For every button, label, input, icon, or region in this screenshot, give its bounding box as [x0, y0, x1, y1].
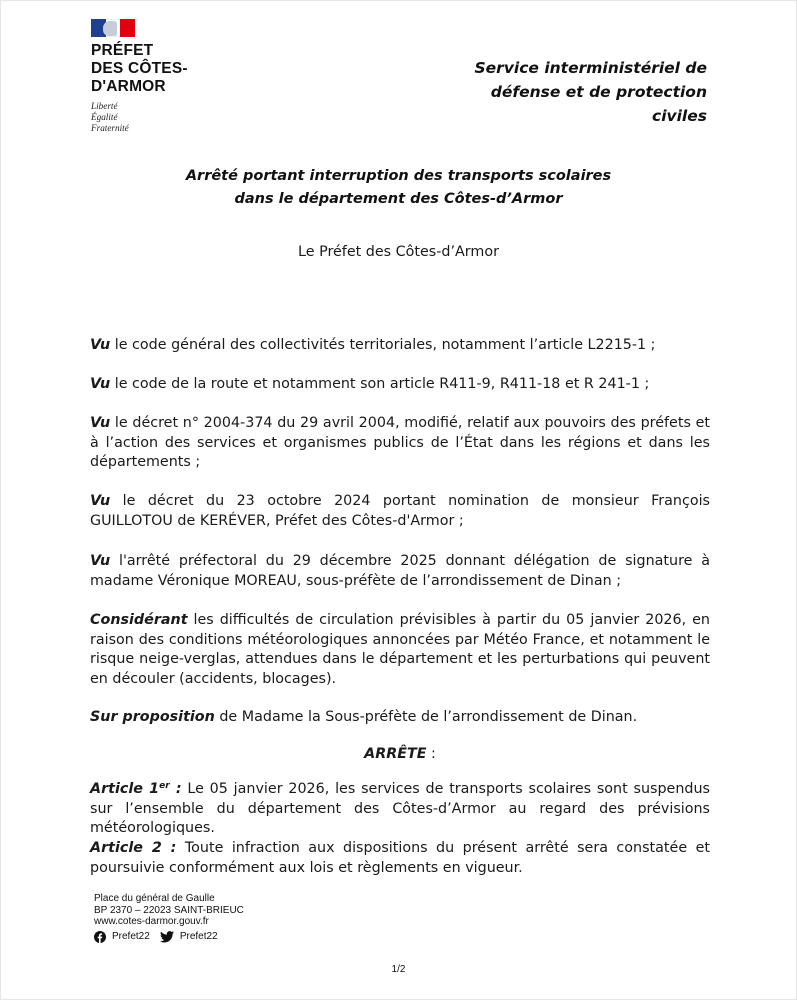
paragraph-lead: Vu [90, 493, 111, 509]
social-links [94, 931, 244, 943]
vu-paragraph [90, 414, 710, 473]
paragraph-lead: Vu [90, 376, 111, 392]
marianne-flag-icon [91, 19, 135, 37]
paragraph-text: l'arrêté préfectoral du 29 décembre 2025 donnant délégation de signature à madame Véronique MOREAU, sous-préfète de l’arrondissement de Dinan ; [90, 553, 710, 589]
website-link[interactable]: www.cotes-darmor.gouv.fr [94, 916, 209, 927]
article-text: Le 05 janvier 2026, les services de transports scolaires sont suspendus sur l’ensemble du département des Côtes-d’Armor au regard des prévisions météorologiques. [90, 781, 710, 836]
article-lead [90, 781, 182, 797]
arrete-colon: : [426, 746, 436, 762]
proposition-paragraph [90, 708, 710, 728]
facebook-icon[interactable] [94, 931, 106, 943]
republic-motto [91, 101, 201, 134]
paragraph-text: le code général des collectivités territoriales, notamment l’article L2215-1 ; [110, 337, 656, 353]
article-colon: : [169, 781, 182, 797]
facebook-handle[interactable]: Prefet22 [112, 930, 150, 942]
article-1 [90, 780, 710, 839]
article-text: Toute infraction aux dispositions du présent arrêté sera constatée et poursuivie conformément aux lois et règlements en vigueur. [90, 840, 710, 876]
paragraph-lead: Vu [90, 553, 111, 569]
logo-line: D'ARMOR [91, 78, 166, 95]
article-2 [90, 839, 710, 878]
title-line: dans le département des Côtes-d’Armor [234, 191, 563, 207]
considerant-paragraph [90, 611, 710, 689]
twitter-handle[interactable]: Prefet22 [179, 930, 218, 942]
paragraph-lead: Considérant [90, 612, 188, 628]
page-number: 1/2 [391, 964, 406, 975]
service-name: Service interministériel de défense et de protection civiles [474, 59, 707, 125]
paragraph-text: de Madame la Sous-préfète de l’arrondissement de Dinan. [214, 709, 638, 725]
paragraph-text: le décret du 23 octobre 2024 portant nomination de monsieur François GUILLOTOU de KERÉVER, Préfet des Côtes-d'Armor ; [90, 493, 710, 529]
address-line: BP 2370 – 22023 SAINT-BRIEUC [94, 904, 244, 916]
vu-paragraph [90, 552, 710, 591]
paragraph-text: le décret n° 2004-374 du 29 avril 2004, modifié, relatif aux pouvoirs des préfets et à l’action des services et organismes publics de l’État dans les régions et dans les départements ; [90, 415, 710, 470]
arrete-heading [90, 744, 710, 764]
issuer: Le Préfet des Côtes-d’Armor [298, 244, 499, 260]
article-lead: Article 2 : [90, 840, 177, 856]
logo-text [91, 42, 201, 96]
paragraph-lead: Sur proposition [90, 709, 215, 725]
article-number: Article 1 [90, 781, 160, 797]
arrete-word: ARRÊTE [364, 746, 427, 762]
logo-line: DES CÔTES- [91, 60, 188, 77]
motto-line: Liberté [91, 101, 118, 111]
logo-line: PRÉFET [91, 42, 154, 59]
vu-paragraph [90, 492, 710, 531]
vu-paragraph [90, 336, 710, 356]
prefecture-logo [91, 19, 201, 134]
motto-line: Fraternité [91, 123, 129, 133]
document-title [150, 165, 647, 211]
address-line: Place du général de Gaulle [94, 893, 215, 904]
twitter-icon[interactable] [160, 931, 174, 943]
footer-contact [94, 893, 244, 943]
paragraph-text: le code de la route et notamment son article R411-9, R411-18 et R 241-1 ; [110, 376, 650, 392]
paragraph-lead: Vu [90, 415, 111, 431]
ordinal-suffix: er [159, 781, 170, 791]
paragraph-text: les difficultés de circulation prévisibles à partir du 05 janvier 2026, en raison des conditions météorologiques annoncées par Météo France, et notamment le risque neige-verglas, attendues dans le département et les perturbations qui peuvent en découler (accidents, blocages). [90, 612, 710, 687]
title-line: Arrêté portant interruption des transports scolaires [185, 168, 612, 184]
paragraph-lead: Vu [90, 337, 111, 353]
motto-line: Égalité [91, 112, 118, 122]
vu-paragraph [90, 375, 710, 395]
